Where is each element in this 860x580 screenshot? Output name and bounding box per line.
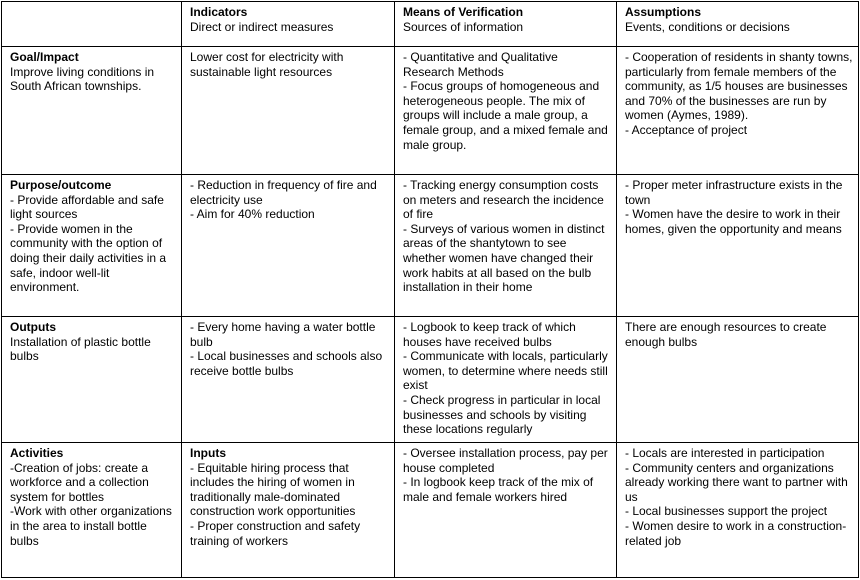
assumption-item: - Proper meter infrastructure exists in the town bbox=[625, 178, 843, 207]
assumptions-cell bbox=[617, 47, 859, 175]
indicator-item: - Proper construction and safety training of workers bbox=[190, 518, 361, 548]
assumption-item: - Local businesses support the project bbox=[625, 504, 828, 519]
indicator-item: - Equitable hiring process that includes the hiring of women in traditionally male-dominated construction work opportunities bbox=[190, 460, 356, 519]
means-item: - Communicate with locals, particularly women, to determine where needs still exist bbox=[403, 349, 608, 393]
header-assumptions bbox=[617, 2, 859, 47]
row-description: Improve living conditions in South African townships. bbox=[10, 64, 155, 94]
row-description: Installation of plastic bottle bulbs bbox=[10, 334, 151, 364]
row-description: - Provide affordable and safe light sources bbox=[10, 192, 164, 222]
header-blank-cell bbox=[2, 2, 182, 47]
header-indicators bbox=[182, 2, 395, 47]
assumption-item: - Women desire to work in a construction-related job bbox=[625, 518, 847, 548]
logframe-table bbox=[1, 1, 859, 578]
header-indicators-subtitle: Direct or indirect measures bbox=[190, 19, 334, 34]
row-description: -Work with other organizations in the area to install bottle bulbs bbox=[10, 504, 172, 548]
means-item: - Focus groups of homogeneous and heterogeneous people. The mix of groups will include a male group, a female group, and a mixed female and male group. bbox=[403, 79, 608, 152]
header-means bbox=[395, 2, 617, 47]
assumption-item: - Women have the desire to work in their homes, given the opportunity and means bbox=[625, 207, 842, 236]
inputs-title: Inputs bbox=[190, 446, 226, 460]
indicator-item: - Reduction in frequency of fire and electricity use bbox=[190, 178, 377, 207]
indicator-item: - Every home having a water bottle bulb bbox=[190, 320, 376, 349]
assumption-item: - Acceptance of project bbox=[625, 122, 748, 137]
row-label-cell bbox=[2, 175, 182, 317]
header-indicators-title: Indicators bbox=[190, 5, 248, 19]
text-cursor-mark bbox=[858, 322, 859, 334]
indicators-cell bbox=[182, 317, 395, 443]
row-description: - Provide women in the community with the option of doing their daily activities in a safe, indoor well-lit environment. bbox=[10, 221, 167, 295]
row-label-cell bbox=[2, 443, 182, 578]
indicator-item: - Local businesses and schools also receive bottle bulbs bbox=[190, 349, 383, 378]
means-item: - Tracking energy consumption costs on meters and research the incidence of fire bbox=[403, 178, 604, 222]
row-outputs bbox=[2, 317, 859, 443]
header-assumptions-subtitle: Events, conditions or decisions bbox=[625, 19, 790, 34]
header-row bbox=[2, 2, 859, 47]
assumptions-cell bbox=[617, 175, 859, 317]
header-means-subtitle: Sources of information bbox=[403, 19, 524, 34]
row-goal-impact bbox=[2, 47, 859, 175]
row-activities bbox=[2, 443, 859, 578]
means-item: - Logbook to keep track of which houses have received bulbs bbox=[403, 320, 576, 349]
means-item: - In logbook keep track of the mix of male and female workers hired bbox=[403, 475, 594, 504]
row-title: Purpose/outcome bbox=[10, 178, 112, 192]
indicators-cell bbox=[182, 47, 395, 175]
indicator-item: - Aim for 40% reduction bbox=[190, 207, 315, 222]
assumption-item: - Community centers and organizations already working there want to partner with us bbox=[625, 460, 848, 504]
indicators-cell bbox=[182, 443, 395, 578]
indicators-cell bbox=[182, 175, 395, 317]
assumption-item: - Cooperation of residents in shanty towns, particularly from female members of the community, as 1/5 houses are businesses and 70% of the businesses are run by women (Aymes, 1989). bbox=[625, 50, 853, 123]
assumption-item: - Locals are interested in participation bbox=[625, 446, 825, 460]
assumptions-cell bbox=[617, 443, 859, 578]
means-item: - Surveys of various women in distinct areas of the shantytown to see whether women have changed their work habits at all based on the bulb installation in their home bbox=[403, 221, 605, 295]
means-cell bbox=[395, 175, 617, 317]
means-item: - Check progress in particular in local businesses and schools by visiting these locations regularly bbox=[403, 392, 601, 437]
header-assumptions-title: Assumptions bbox=[625, 5, 702, 19]
means-item: - Quantitative and Qualitative Research Methods bbox=[403, 50, 558, 79]
row-title: Outputs bbox=[10, 320, 56, 334]
row-label-cell bbox=[2, 317, 182, 443]
assumptions-cell bbox=[617, 317, 859, 443]
assumption-item: There are enough resources to create enough bulbs bbox=[625, 320, 827, 349]
header-means-title: Means of Verification bbox=[403, 5, 524, 19]
row-title: Goal/Impact bbox=[10, 50, 79, 64]
indicator-item: Lower cost for electricity with sustainable light resources bbox=[190, 50, 344, 79]
means-cell bbox=[395, 443, 617, 578]
means-cell bbox=[395, 47, 617, 175]
means-cell bbox=[395, 317, 617, 443]
row-description: -Creation of jobs: create a workforce and a collection system for bottles bbox=[10, 460, 149, 504]
row-purpose-outcome bbox=[2, 175, 859, 317]
row-title: Activities bbox=[10, 446, 64, 460]
row-label-cell bbox=[2, 47, 182, 175]
means-item: - Oversee installation process, pay per house completed bbox=[403, 446, 608, 475]
